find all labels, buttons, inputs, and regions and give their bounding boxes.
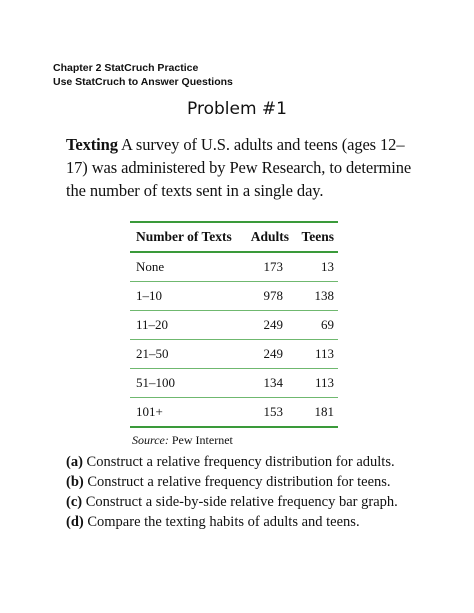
question-text: Construct a relative frequency distribution for teens. [87, 474, 391, 490]
question-letter: (b) [66, 474, 84, 490]
question-letter: (c) [66, 494, 83, 510]
header-line-2: Use StatCruch to Answer Questions [53, 76, 233, 88]
cell-texts: 21–50 [136, 346, 169, 361]
column-header-texts: Number of Texts [136, 229, 232, 244]
cell-adults: 173 [263, 259, 283, 274]
intro-text: A survey of U.S. adults and teens (ages 12–17) was administered by Pew Research, to determine the number of texts sent in a single day. [66, 135, 412, 200]
problem-title: Problem #1 [187, 99, 287, 119]
cell-teens: 113 [314, 346, 334, 361]
cell-texts: 51–100 [136, 375, 175, 390]
cell-teens: 69 [321, 317, 334, 332]
header-line-1: Chapter 2 StatCruch Practice [53, 62, 199, 74]
cell-adults: 134 [263, 375, 283, 390]
problem-intro [66, 133, 418, 202]
column-header-teens: Teens [301, 229, 334, 244]
question-item [66, 492, 426, 512]
question-text: Construct a side-by-side relative frequency bar graph. [85, 494, 398, 510]
cell-teens: 181 [314, 404, 334, 419]
table-row [130, 252, 338, 282]
texting-table-container [130, 221, 338, 448]
table-row [130, 369, 338, 398]
cell-adults: 978 [263, 288, 283, 303]
question-list [66, 452, 426, 532]
table-source [130, 433, 338, 448]
cell-adults: 249 [263, 346, 283, 361]
page-header [53, 61, 233, 89]
cell-texts: 101+ [136, 404, 163, 419]
cell-teens: 13 [321, 259, 334, 274]
cell-texts: 11–20 [136, 317, 169, 332]
cell-texts: None [136, 259, 165, 274]
column-header-adults: Adults [250, 229, 289, 244]
texting-table [130, 221, 338, 428]
source-value: Pew Internet [171, 433, 233, 447]
question-text: Construct a relative frequency distribution for adults. [86, 454, 395, 470]
question-item [66, 512, 426, 532]
cell-teens: 138 [314, 288, 334, 303]
table-row [130, 311, 338, 340]
cell-teens: 113 [314, 375, 334, 390]
table-row [130, 282, 338, 311]
source-label: Source: [132, 433, 169, 447]
table-row [130, 340, 338, 369]
table-header-row [130, 222, 338, 252]
question-letter: (d) [66, 514, 84, 530]
question-item [66, 472, 426, 492]
question-item [66, 452, 426, 472]
cell-adults: 249 [263, 317, 283, 332]
question-letter: (a) [66, 454, 83, 470]
intro-topic: Texting [66, 135, 118, 154]
cell-texts: 1–10 [136, 288, 162, 303]
question-text: Compare the texting habits of adults and teens. [87, 514, 360, 530]
table-row [130, 398, 338, 428]
cell-adults: 153 [263, 404, 283, 419]
